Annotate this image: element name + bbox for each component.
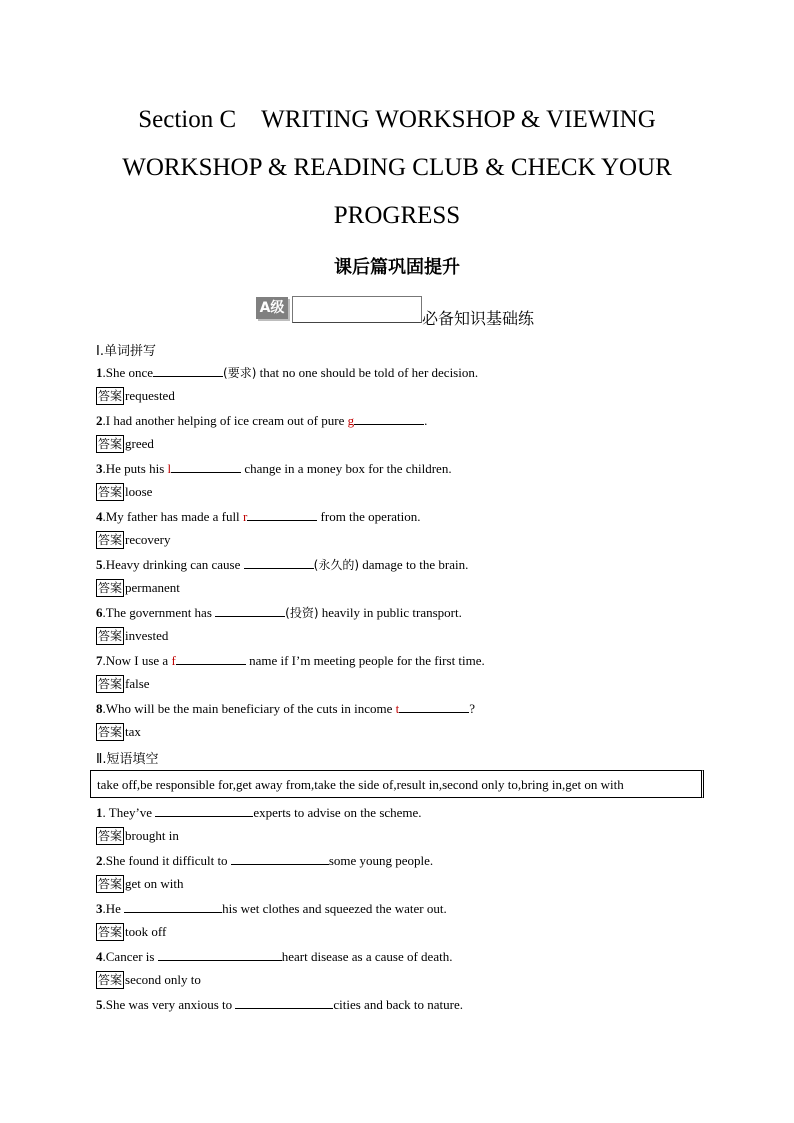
question: 4.Cancer is heart disease as a cause of death. xyxy=(96,949,453,964)
answer-badge: 答案 xyxy=(98,973,123,988)
answer-line: 答案 brought in xyxy=(98,828,179,844)
question: 1.She once (要求) that no one should be told of her decision. xyxy=(96,365,479,380)
answer-line: 答案 recovery xyxy=(98,532,171,548)
subtitle: 课后篇巩固提升 xyxy=(334,257,460,278)
answer-line: 答案 get on with xyxy=(98,876,184,892)
answer-line: 答案 tax xyxy=(98,724,141,740)
answer-badge: 答案 xyxy=(98,533,123,548)
answer-badge: 答案 xyxy=(98,485,123,500)
answer-badge: 答案 xyxy=(98,925,123,940)
question: 8.Who will be the main beneficiary of the cuts in income t ? xyxy=(96,701,476,716)
answer-badge: 答案 xyxy=(98,877,123,892)
question: 6.The government has (投资) heavily in public transport. xyxy=(96,605,462,620)
question: 7.Now I use a f name if I’m meeting people for the first time. xyxy=(96,653,485,668)
question: 2.She found it difficult to some young people. xyxy=(96,853,434,868)
answer-line: 答案 false xyxy=(98,676,150,692)
answer-badge: 答案 xyxy=(98,437,123,452)
answer-line: 答案 invested xyxy=(98,628,169,644)
answer-line: 答案 greed xyxy=(98,436,154,452)
answer-line: 答案 took off xyxy=(98,924,167,940)
answer-badge: 答案 xyxy=(98,677,123,692)
title-line-1: Section C WRITING WORKSHOP & VIEWING xyxy=(138,106,656,133)
answer-line: 答案 permanent xyxy=(98,580,180,596)
question: 5.She was very anxious to cities and back to nature. xyxy=(96,997,463,1012)
question: 4.My father has made a full r from the operation. xyxy=(96,509,421,524)
question: 5.Heavy drinking can cause (永久的) damage to the brain. xyxy=(96,557,469,572)
answer-badge: 答案 xyxy=(98,829,123,844)
level-label: 必备知识基础练 xyxy=(422,309,535,328)
section-2-heading: Ⅱ.短语填空 xyxy=(96,752,159,767)
question: 3.He his wet clothes and squeezed the water out. xyxy=(96,901,447,916)
answer-badge: 答案 xyxy=(98,389,123,404)
page-title xyxy=(60,96,734,240)
answer-line: 答案 loose xyxy=(98,484,153,500)
answer-badge: 答案 xyxy=(98,581,123,596)
answer-line: 答案 second only to xyxy=(98,972,201,988)
section-1-heading: Ⅰ.单词拼写 xyxy=(96,344,156,359)
question: 1. They’ve experts to advise on the scheme. xyxy=(96,805,422,820)
level-box xyxy=(292,296,422,323)
answer-badge: 答案 xyxy=(98,725,123,740)
title-line-2: WORKSHOP & READING CLUB & CHECK YOUR xyxy=(122,154,672,181)
level-badge: A级 xyxy=(256,297,288,319)
question: 3.He puts his l change in a money box for the children. xyxy=(96,461,452,476)
answer-badge: 答案 xyxy=(98,629,123,644)
title-line-3: PROGRESS xyxy=(333,202,461,229)
answer-line: 答案 requested xyxy=(98,388,175,404)
question: 2.I had another helping of ice cream out of pure g . xyxy=(96,413,428,428)
phrase-box: take off,be responsible for,get away from,take the side of,result in,second only to,bring in,get on with xyxy=(90,770,704,798)
